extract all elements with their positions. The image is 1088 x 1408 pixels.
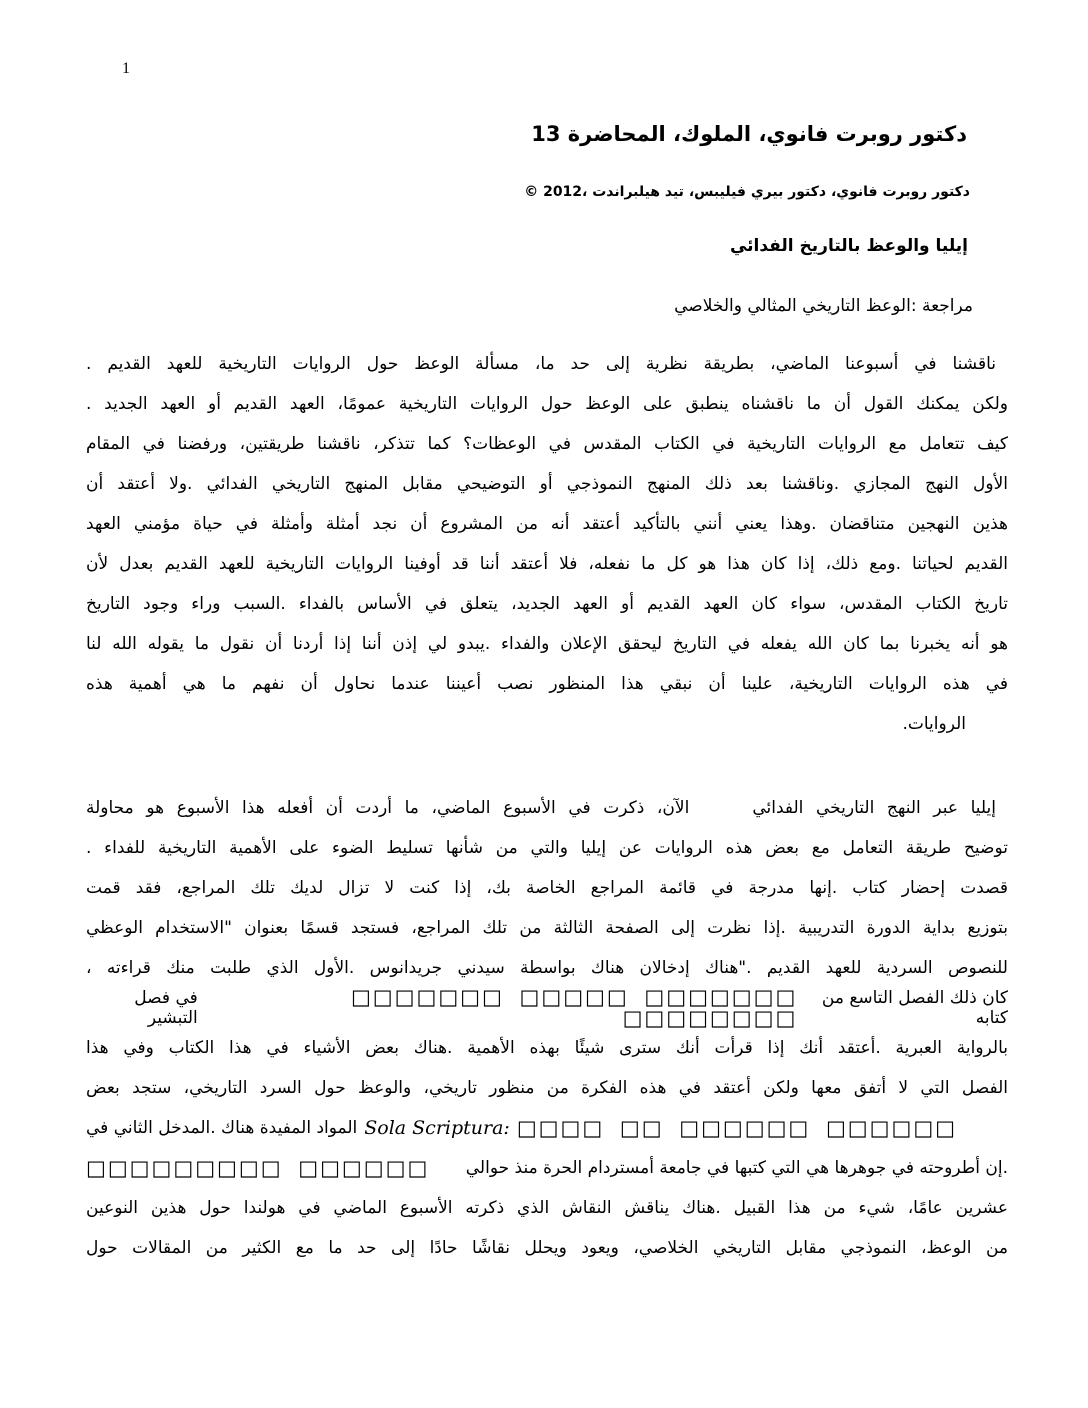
missing-glyph-boxes: □□□□ □□ □□□□□□ □□□□□□	[516, 1115, 957, 1140]
paragraph-line: في هذه الروايات التاريخية، علينا أن نبقي هذا المنظور نصب أعيننا عندما نحاول أن نفهم ما هي أهمية هذه	[86, 674, 1008, 694]
paragraph-line: القديم لحياتنا .ومع ذلك، إذا كان هذا هو كل ما نفعله، فلا أعتقد أننا قد أوفينا الروايات التاريخية للعهد القديم بعدل لأن	[86, 554, 1008, 574]
paragraph-line: بتوزيع بداية الدورة التدريبية .إذا نظرت إلى الصفحة الثالثة من تلك المراجع، فستجد قسمًا بعنوان "الاستخدام الوعظي	[86, 918, 1008, 938]
page-number: 1	[122, 60, 130, 77]
paragraph-line: تاريخ الكتاب المقدس، سواء كان العهد القديم أو العهد الجديد، يتعلق في الأساس بالفداء .السبب وراء وجود التاريخ	[86, 594, 1008, 614]
paragraph-line: من الوعظ، النموذجي مقابل التاريخي الخلاصي، ويعود ويحلل نقاشًا حادًا إلى حد ما مع الكثير من المقالات حول	[86, 1238, 1008, 1258]
arabic-text-segment: في فصل التبشير	[134, 988, 198, 1028]
paragraph-line: كيف تتعامل مع الروايات التاريخية في الكتاب المقدس في الوعظات؟ كما تتذكر، ناقشنا طريقتين، ورفضنا في المقام	[86, 434, 1008, 454]
review-subheading: مراجعة :الوعظ التاريخي المثالي والخلاصي	[674, 296, 973, 316]
paragraph-line: توضيح طريقة التعامل مع بعض هذه الروايات عن إيليا والتي من شأنها تسليط الضوء على الأهمية التاريخية للفداء .	[86, 838, 1008, 858]
paragraph-line: بالرواية العبرية .أعتقد أنك إذا قرأت أنك سترى شيئًا بهذه الأهمية .هناك بعض الأشياء في هذا الكتاب وفي هذا	[86, 1038, 1008, 1058]
paragraph-line	[86, 1148, 1008, 1188]
paragraph-line: ولكن يمكنك القول أن ما ناقشناه ينطبق على الوعظ حول الروايات التاريخية عمومًا، العهد القديم أو العهد الجديد .	[86, 394, 1008, 414]
paragraph-line: هذين النهجين متناقضان .وهذا يعني أنني بالتأكيد أعتقد أنه من المشروع أن نجد أمثلة وأمثلة في حياة مؤمني العهد	[86, 514, 1008, 534]
section-heading: إيليا والوعظ بالتاريخ الفدائي	[729, 236, 968, 256]
missing-glyph-boxes: □□□□□□□ □□□□□ □□□□□□□ □□□□□□□□	[350, 985, 798, 1030]
paragraph-line: قصدت إحضار كتاب .إنها مدرجة في قائمة المراجع الخاصة بك، إذا كنت لا تزال لديك تلك المراجع، فقد قمت	[86, 878, 1008, 898]
document-title: دكتور روبرت فانوي، الملوك، المحاضرة 13	[531, 122, 967, 146]
missing-glyph-boxes: □□□□□□□□□ □□□□□□	[86, 1155, 430, 1180]
arabic-text-segment: المواد المفيدة هناك .المدخل الثاني في	[86, 1118, 358, 1138]
paragraph-line: الروايات.	[902, 714, 966, 734]
paragraph-line: للنصوص السردية للعهد القديم ."هناك إدخالان هناك بواسطة سيدني جريدانوس .الأول الذي طلبت منك قراءته ،	[86, 958, 1008, 978]
paragraph-line: هو أنه يخبرنا بما كان الله يفعله في التاريخ ليحقق الإعلان والفداء .يبدو لي إذن أننا إذا أردنا أن نقول ما يقوله الله لنا	[86, 634, 1008, 654]
copyright-line: دكتور روبرت فانوي، دكتور بيري فيليبس، تيد هيلبراندت ،2012 ©	[524, 184, 970, 200]
paragraph-line	[86, 985, 1008, 1030]
paragraph-1	[86, 344, 1008, 744]
paragraph-line: الأول النهج المجازي .وناقشنا بعد ذلك المنهج النموذجي أو التوضيحي مقابل المنهج التاريخي الفدائي .ولا أعتقد أن	[86, 474, 1008, 494]
latin-italic-title: Sola Scriptura:	[364, 1117, 510, 1139]
paragraph-line: عشرين عامًا، شيء من هذا القبيل .هناك يناقش النقاش الذي ذكرته الأسبوع الماضي في هولندا حول هذين النوعين	[86, 1198, 1008, 1218]
paragraph-line: إيليا عبر النهج التاريخي الفدائي الآن، ذكرت في الأسبوع الماضي، ما أردت أن أفعله هذا الأسبوع هو محاولة	[86, 798, 996, 818]
paragraph-line: الفصل التي لا أتفق معها ولكن أعتقد في هذه الفكرة من منظور تاريخي، والوعظ حول السرد التاريخي، ستجد بعض	[86, 1078, 1008, 1098]
paragraph-2	[86, 788, 1008, 1268]
paragraph-line: ناقشنا في أسبوعنا الماضي، بطريقة نظرية إلى حد ما، مسألة الوعظ حول الروايات التاريخية للعهد القديم .	[86, 354, 996, 374]
arabic-text-segment: كان ذلك الفصل التاسع من كتابه	[821, 988, 1008, 1028]
paragraph-line	[86, 1108, 957, 1148]
arabic-text-segment: .إن أطروحته في جوهرها هي التي كتبها في جامعة أمستردام الحرة منذ حوالي	[465, 1158, 1008, 1178]
